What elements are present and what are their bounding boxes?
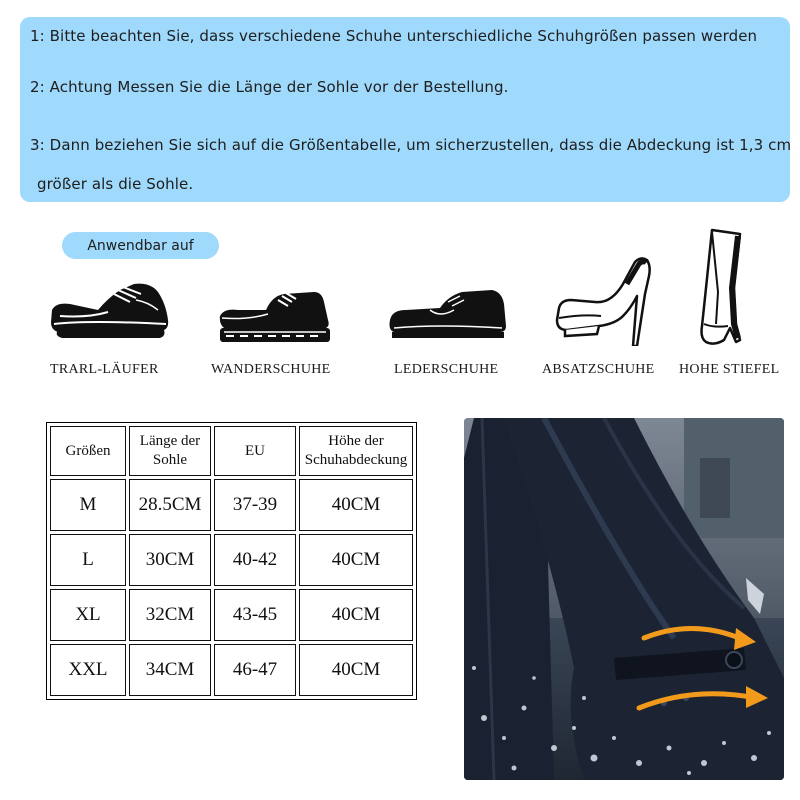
cell-cover-height: 40CM [299,644,413,696]
instruction-line-1: 1: Bitte beachten Sie, dass verschiedene Schuhe unterschiedliche Schuhgrößen passen werden [30,27,758,45]
table-row [50,644,413,696]
leather-shoe-icon [388,288,508,342]
cell-sole-length: 28.5CM [129,479,211,531]
cell-cover-height: 40CM [299,479,413,531]
cell-cover-height: 40CM [299,534,413,586]
cell-eu: 37-39 [214,479,296,531]
shoe-label-hiking: WANDERSCHUHE [211,362,331,377]
shoe-label-trail-runner: TRARL-LÄUFER [50,362,159,377]
cell-size: XXL [50,644,126,696]
table-row [50,479,413,531]
cell-size: XL [50,589,126,641]
shoe-label-leather: LEDERSCHUHE [394,362,499,377]
header-eu: EU [214,426,296,476]
hiking-boot-icon [218,288,334,344]
cell-eu: 43-45 [214,589,296,641]
table-header-row [50,426,413,476]
instruction-panel [20,17,790,202]
instruction-line-3: 3: Dann beziehen Sie sich auf die Größentabelle, um sicherzustellen, dass die Abdeckung ist 1,3 cm [30,136,792,154]
instruction-line-3-continued: größer als die Sohle. [37,175,194,193]
table-row [50,589,413,641]
high-heel-icon [553,254,653,346]
shoe-label-heels: ABSATZSCHUHE [542,362,655,377]
table-row [50,534,413,586]
shoe-label-tall-boots: HOHE STIEFEL [679,362,780,377]
cell-size: L [50,534,126,586]
header-sole-length: Länge der Sohle [129,426,211,476]
cell-sole-length: 30CM [129,534,211,586]
cell-cover-height: 40CM [299,589,413,641]
cell-sole-length: 32CM [129,589,211,641]
tall-boot-icon [694,228,748,346]
product-photo [464,418,784,780]
cell-sole-length: 34CM [129,644,211,696]
cell-eu: 40-42 [214,534,296,586]
instruction-line-2: 2: Achtung Messen Sie die Länge der Sohle vor der Bestellung. [30,78,509,96]
size-chart-table [46,422,417,700]
cell-size: M [50,479,126,531]
sneaker-icon [48,280,172,342]
header-size: Größen [50,426,126,476]
cell-eu: 46-47 [214,644,296,696]
applicable-label: Anwendbar auf [62,232,219,259]
header-cover-height: Höhe der Schuhabdeckung [299,426,413,476]
